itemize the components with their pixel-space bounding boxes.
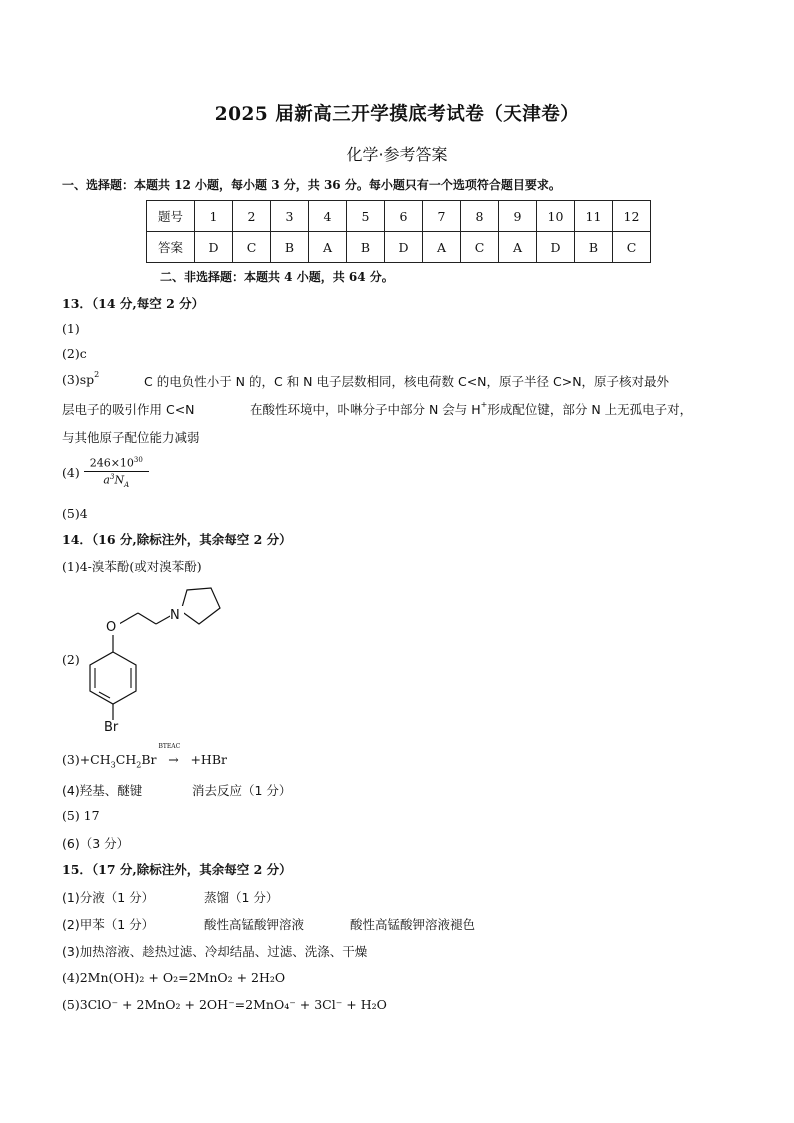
- q14-part1: (1)4-溴苯酚(或对溴苯酚): [62, 559, 202, 574]
- reaction-arrow: [158, 743, 186, 767]
- structure-label-n: N: [170, 608, 180, 623]
- section2-heading: 二、非选择题：本题共 4 小题，共 64 分。: [160, 270, 394, 284]
- table-cell: D: [537, 232, 575, 263]
- table-cell: 12: [613, 201, 651, 232]
- table-cell: C: [233, 232, 271, 263]
- table-cell: B: [271, 232, 309, 263]
- q13-part5: (5)4: [62, 506, 88, 521]
- q13-part4-fraction: [84, 456, 149, 489]
- table-cell: 4: [309, 201, 347, 232]
- q14-heading: 14．（16 分,除标注外，其余每空 2 分）: [62, 532, 292, 547]
- q13-part2: (2)c: [62, 346, 87, 361]
- table-row-label: 题号: [147, 201, 195, 232]
- bond-o-ch2: [119, 613, 138, 624]
- q13-part4-den-sup: 3: [109, 472, 115, 481]
- q13-part3-plus-sup: +: [480, 399, 488, 409]
- table-cell: 11: [575, 201, 613, 232]
- table-cell: 10: [537, 201, 575, 232]
- table-cell: 6: [385, 201, 423, 232]
- q15-part1a: (1)分液（1 分）: [62, 890, 155, 905]
- table-cell: 1: [195, 201, 233, 232]
- q13-part3-sup: 2: [94, 370, 100, 379]
- q14-part3: [62, 743, 227, 770]
- q15-heading: 15．（17 分,除标注外，其余每空 2 分）: [62, 862, 292, 877]
- q15-part3: (3)加热溶液、趁热过滤、冷却结晶、过滤、洗涤、干燥: [62, 944, 368, 959]
- table-cell: A: [423, 232, 461, 263]
- q13-part3-line2b: [250, 400, 692, 418]
- q13-part4-denominator: [84, 472, 149, 489]
- q13-part3-line2b-text: 在酸性环境中，卟啉分子中部分 N 会与 H: [250, 402, 481, 417]
- q15-part1b: 蒸馏（1 分）: [204, 890, 279, 905]
- q15-part2c: 酸性高锰酸钾溶液褪色: [350, 917, 476, 932]
- table-cell: B: [575, 232, 613, 263]
- q14-part3-br: Br: [141, 752, 157, 767]
- q14-part3-sub: 3: [110, 760, 116, 770]
- section1-heading: 一、选择题：本题共 12 小题，每小题 3 分，共 36 分。每小题只有一个选项符合题目要求。: [62, 178, 561, 192]
- table-cell: A: [499, 232, 537, 263]
- table-cell: 5: [347, 201, 385, 232]
- structure-label-o: O: [106, 620, 117, 635]
- q13-part3-label: (3)sp: [62, 372, 95, 388]
- q15-part5: (5)3ClO⁻ + 2MnO₂ + 2OH⁻=2MnO₄⁻ + 3Cl⁻ + H₂O: [62, 997, 387, 1012]
- q13-part3-line2c-text: 形成配位键，部分 N 上无孤电子对，: [487, 402, 693, 417]
- page-title: 2025 届新高三开学摸底考试卷（天津卷）: [214, 104, 580, 125]
- table-cell: D: [195, 232, 233, 263]
- q15-part2b: 酸性高锰酸钾溶液: [204, 917, 305, 932]
- q13-part4-den-sub: A: [124, 480, 130, 489]
- table-cell: 7: [423, 201, 461, 232]
- q13-part3-line3: 与其他原子配位能力减弱: [62, 430, 200, 445]
- pyrrolidine-ring: [181, 588, 220, 624]
- table-cell: C: [613, 232, 651, 263]
- table-cell: 8: [461, 201, 499, 232]
- q14-part3-ch2: CH: [115, 752, 137, 767]
- bond-ch2-ch2: [138, 613, 156, 624]
- q14-part3-ch: (3)+CH: [62, 752, 111, 767]
- catalyst-label: BTEAC: [158, 743, 181, 750]
- q13-part4: [62, 456, 149, 489]
- q13-part4-den-a: a: [103, 473, 110, 487]
- chemical-structure: [80, 580, 250, 740]
- q13-part1: (1): [62, 321, 80, 336]
- table-cell: 9: [499, 201, 537, 232]
- table-cell: 2: [233, 201, 271, 232]
- q13-part3-line2a: 层电子的吸引作用 C<N: [62, 402, 195, 417]
- q14-part3-reactant: [62, 752, 157, 770]
- q13-part3-prefix: [62, 372, 99, 387]
- q14-part4b: 消去反应（1 分）: [192, 783, 292, 798]
- q13-part4-den-n: N: [114, 473, 125, 487]
- answer-table: [146, 200, 651, 263]
- table-row: [147, 232, 651, 263]
- table-cell: D: [385, 232, 423, 263]
- q13-part4-numerator: [84, 456, 149, 472]
- q14-part3-sub2: 2: [136, 760, 142, 770]
- table-cell: 3: [271, 201, 309, 232]
- table-cell: B: [347, 232, 385, 263]
- table-cell: A: [309, 232, 347, 263]
- q13-part4-num-sup: 30: [133, 456, 143, 464]
- structure-label-br: Br: [104, 720, 119, 735]
- q14-part6: (6)（3 分）: [62, 836, 130, 851]
- table-row-label: 答案: [147, 232, 195, 263]
- q15-part4: (4)2Mn(OH)₂ + O₂=2MnO₂ + 2H₂O: [62, 970, 286, 985]
- q13-part4-num-text: 246×10: [89, 456, 134, 470]
- q13-part4-label: (4): [62, 464, 80, 480]
- q14-part4a: (4)羟基、醚键: [62, 783, 143, 798]
- q13-heading: 13．（14 分,每空 2 分）: [62, 296, 205, 311]
- table-row: [147, 201, 651, 232]
- q14-part3-product: +HBr: [190, 752, 227, 767]
- q13-part3-text: C 的电负性小于 N 的，C 和 N 电子层数相同，核电荷数 C<N，原子半径 C>N，原子核对最外: [144, 374, 670, 389]
- q14-part5: (5) 17: [62, 808, 100, 823]
- q14-part2: (2): [62, 652, 80, 667]
- arrow-glyph: →: [168, 752, 179, 767]
- table-cell: C: [461, 232, 499, 263]
- page-subtitle: 化学·参考答案: [346, 145, 448, 164]
- q15-part2a: (2)甲苯（1 分）: [62, 917, 155, 932]
- benzene-ring: [90, 652, 136, 704]
